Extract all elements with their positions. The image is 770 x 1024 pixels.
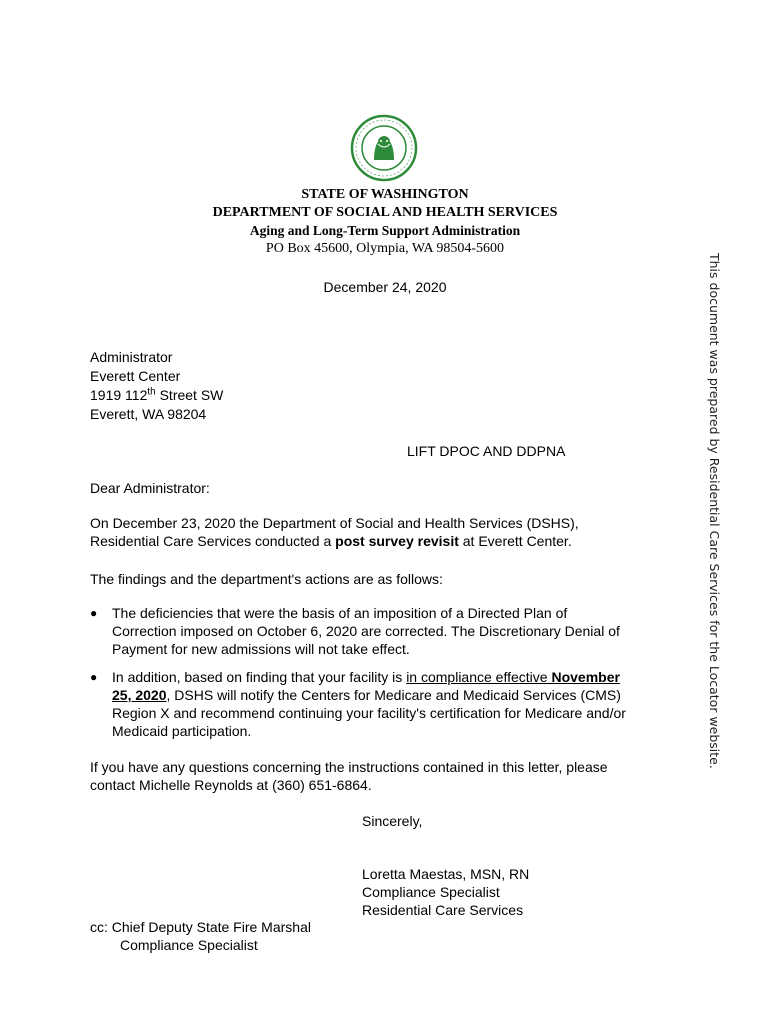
bullet-compliance: ● In addition, based on finding that your facility is in compliance effective November 25, 2020, DSHS will notify the Centers for Medicare and Medicaid Services (CMS) Region X and recommend continuing your facility's certification for Medicare and/or Medicaid participation. — [90, 669, 626, 739]
letterhead-state: STATE OF WASHINGTON — [301, 187, 469, 202]
signer-title: Compliance Specialist — [362, 884, 500, 900]
bullet-corrections: ● The deficiencies that were the basis of an imposition of a Directed Plan of Correction imposed on October 6, 2020 are corrected. The Discretionary Denial of Payment for new admissions will not take effect. — [90, 605, 620, 657]
bullet-icon: ● — [90, 606, 98, 620]
bullet-icon: ● — [90, 670, 98, 684]
closing: Sincerely, — [362, 813, 423, 829]
paragraph-contact: If you have any questions concerning the instructions contained in this letter, please contact Michelle Reynolds at (360) 651-6864. — [90, 759, 608, 793]
washington-state-seal-icon — [350, 114, 418, 182]
signer-org: Residential Care Services — [362, 902, 524, 918]
paragraph-findings-intro: The findings and the department's actions are as follows: — [90, 571, 443, 587]
recipient-city: Everett, WA 98204 — [90, 406, 207, 422]
paragraph-survey: On December 23, 2020 the Department of Social and Health Services (DSHS), Residential Care Services conducted a post survey revisit at Everett Center. — [90, 515, 579, 549]
letterhead-division: Aging and Long-Term Support Administration — [249, 223, 521, 238]
cc-list: cc: Chief Deputy State Fire Marshal Compliance Specialist — [90, 919, 311, 953]
recipient-facility: Everett Center — [90, 368, 181, 384]
letterhead-address: PO Box 45600, Olympia, WA 98504-5600 — [265, 241, 505, 256]
recipient-title: Administrator — [90, 349, 173, 365]
letter-date: December 24, 2020 — [323, 279, 447, 295]
signature-block — [362, 865, 529, 919]
salutation: Dear Administrator: — [90, 480, 210, 496]
recipient-street: 1919 112th Street SW — [90, 386, 224, 403]
letterhead-department: DEPARTMENT OF SOCIAL AND HEALTH SERVICES — [212, 205, 558, 220]
side-note: This document was prepared by Residential Care Services for the Locator website. — [707, 253, 722, 769]
signer-name: Loretta Maestas, MSN, RN — [362, 866, 530, 882]
subject-line: LIFT DPOC AND DDPNA — [407, 443, 566, 459]
recipient-address — [90, 348, 223, 424]
